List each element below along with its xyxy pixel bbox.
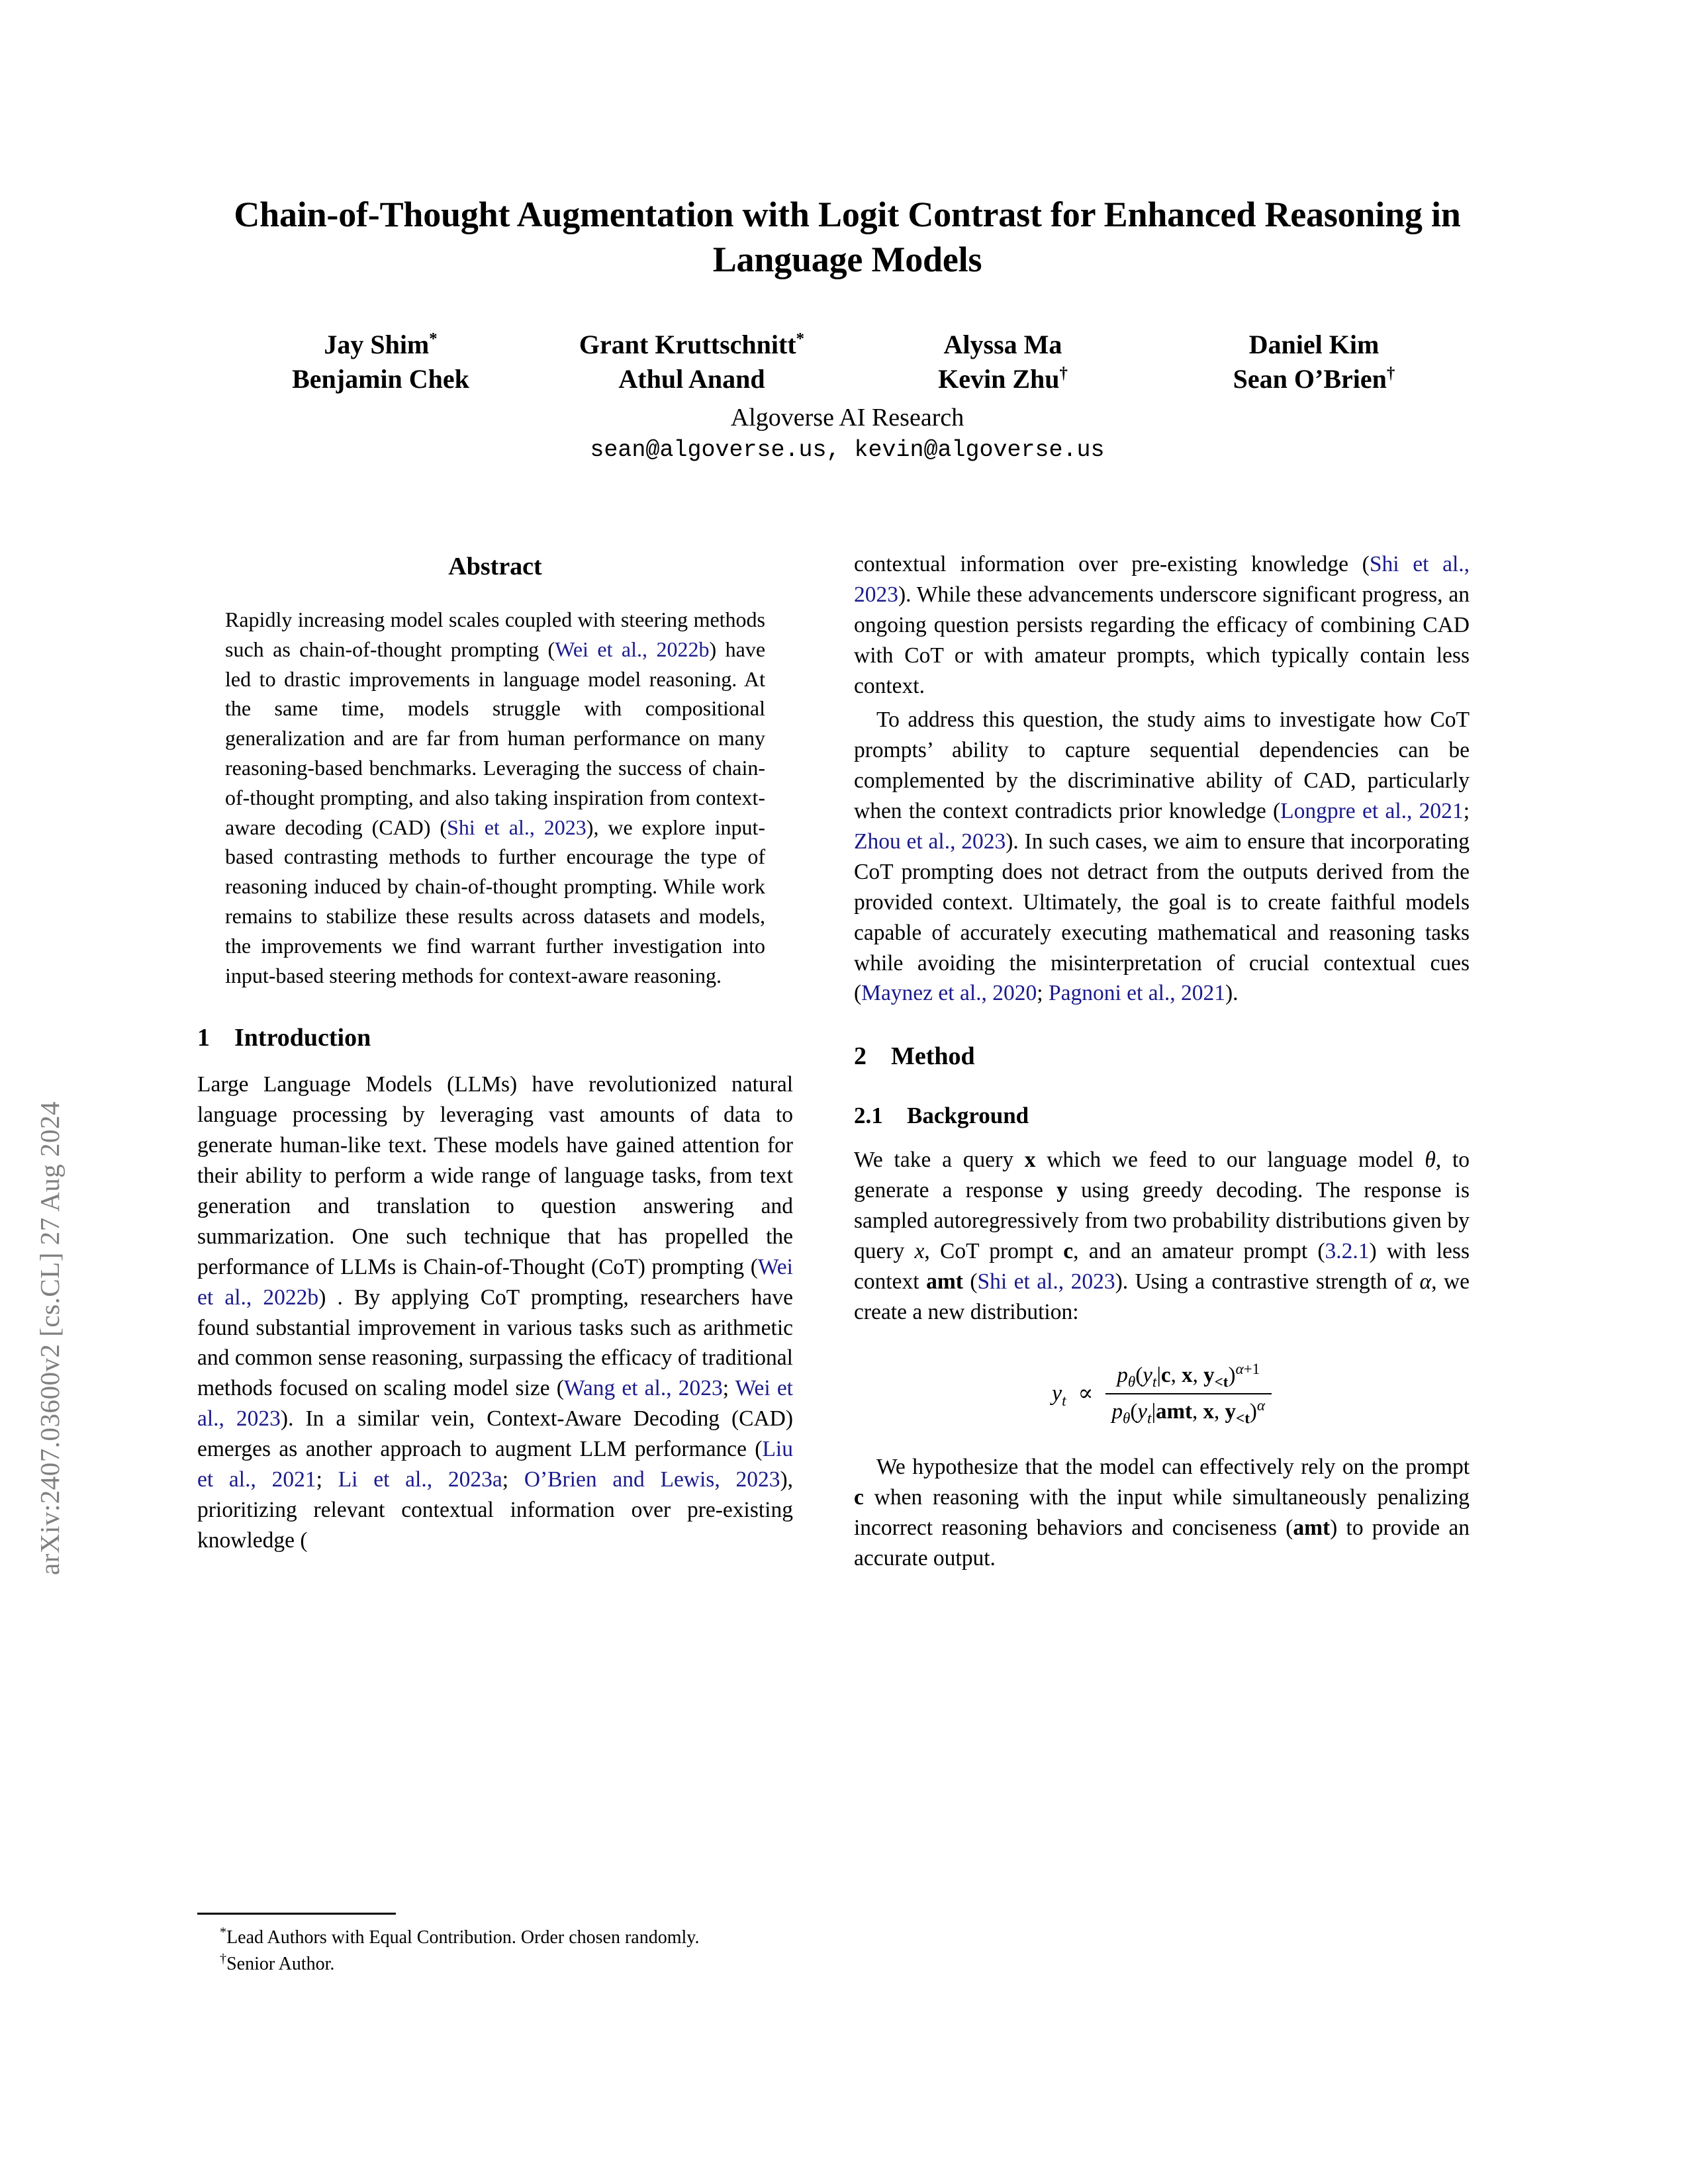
bg-text-5: , CoT prompt (924, 1239, 1064, 1264)
intro-text-2: ) . By applying CoT prompting, researchers have found substantial improvement in various tasks such as arithmetic and common sense reasoning, surpassing the efficacy of traditional methods focused on scaling model size ( (197, 1285, 793, 1401)
author-marker: † (1059, 364, 1068, 383)
author-benjamin-chek (225, 362, 536, 396)
author-name: Sean O’Brien (1233, 364, 1387, 394)
section-heading-introduction (197, 1021, 793, 1055)
section-number: 1 (197, 1024, 210, 1052)
bg-text-8: ( (962, 1269, 978, 1294)
eq-y: y (1051, 1381, 1062, 1406)
citation-liu-2021[interactable]: Liu et al., 2021 (197, 1437, 793, 1492)
author-name: Daniel Kim (1248, 330, 1380, 359)
equation-lhs (1052, 1379, 1066, 1410)
footnote-2-text: Senior Author. (226, 1954, 335, 1975)
author-daniel-kim (1158, 328, 1470, 362)
math-var-x-italic: x (914, 1239, 925, 1264)
abstract-body (197, 605, 793, 990)
citation-wang-2023[interactable]: Wang et al., 2023 (563, 1376, 723, 1401)
citation-maynez-2020[interactable]: Maynez et al., 2020 (861, 981, 1037, 1006)
citation-longpre-2021[interactable]: Longpre et al., 2021 (1280, 799, 1464, 824)
math-var-x: x (1024, 1148, 1036, 1173)
sep: ; (1037, 981, 1049, 1006)
author-grant-kruttschnitt (536, 328, 847, 362)
footnote-1 (197, 1925, 793, 1950)
author-athul-anand (536, 362, 847, 396)
math-var-alpha: α (1419, 1269, 1432, 1294)
citation-wei-2023[interactable]: Wei et al., 2023 (197, 1376, 793, 1432)
abstract-heading: Abstract (448, 553, 542, 580)
math-var-theta: θ (1425, 1148, 1436, 1173)
intro-text-1: Large Language Models (LLMs) have revolutionized natural language processing by leveraging vast amounts of data to generate human-like text. These models have gained attention for their ability to perform a wide range of language tasks, from text generation and translation to question answering and summarization. One such technique that has propelled the performance of LLMs is Chain-of-Thought (CoT) prompting ( (197, 1072, 793, 1279)
intro-p2-text-3: ). (1225, 981, 1239, 1006)
bg-text-1: We take a query (854, 1148, 1025, 1173)
sep: ; (722, 1376, 735, 1401)
author-name: Benjamin Chek (292, 364, 469, 394)
citation-obrien-lewis-2023[interactable]: O’Brien and Lewis, 2023 (524, 1467, 780, 1492)
hyp-text-3: ) to provide an accurate output. (854, 1515, 1470, 1570)
section-title: Method (891, 1042, 975, 1071)
bg-text-4: using greedy decoding. The response is sampled autoregressively from two probability distributions given by query (854, 1178, 1470, 1264)
contact-emails: sean@algoverse.us, kevin@algoverse.us (590, 437, 1105, 463)
title-block (225, 192, 1470, 282)
citation-shi-2023[interactable]: Shi et al., 2023 (854, 552, 1470, 607)
math-var-amt: amt (1293, 1515, 1331, 1540)
bg-text-10: , we create a new distribution: (854, 1269, 1470, 1324)
math-var-y: y (1056, 1178, 1068, 1203)
abstract-text-1: Rapidly increasing model scales coupled with steering methods such as chain-of-thought prompting ( (225, 608, 765, 661)
footnote-divider (197, 1913, 396, 1915)
author-sean-obrien (1158, 362, 1470, 396)
author-alyssa-ma (847, 328, 1158, 362)
paper-title: Chain-of-Thought Augmentation with Logit Contrast for Enhanced Reasoning in Language Models (234, 195, 1461, 280)
background-paragraph (854, 1145, 1470, 1327)
author-name: Alyssa Ma (943, 330, 1062, 359)
section-heading-method (854, 1039, 1470, 1073)
footnote-marker-dagger: † (220, 1951, 227, 1966)
abstract-text-3: ), we explore input-based contrasting methods to further encourage the type of reasoning induced by chain-of-thought prompting. While work remains to stabilize these results across datasets and models, the improvements we find warrant further investigation into input-based steering methods for context-aware reasoning. (225, 815, 766, 987)
author-jay-shim (225, 328, 536, 362)
author-name: Kevin Zhu (938, 364, 1060, 394)
equation-denominator: $p_\theta(y_t|amt$, x, $y_{<t})^\alpha$ (1111, 1396, 1266, 1427)
section-title: Introduction (234, 1024, 371, 1052)
bg-text-2: which we feed to our language model (1035, 1148, 1425, 1173)
math-var-c: c (1063, 1239, 1074, 1264)
bg-text-7: ) with less context (854, 1239, 1470, 1294)
author-name: Athul Anand (618, 364, 765, 394)
intro-paragraph-2 (854, 705, 1470, 1009)
author-marker: * (429, 330, 438, 348)
citation-pagnoni-2021[interactable]: Pagnoni et al., 2021 (1048, 981, 1226, 1006)
intro-paragraph-1-continued (854, 549, 1470, 701)
footnote-list (197, 1925, 793, 1977)
author-row-2 (225, 362, 1470, 396)
left-column (197, 549, 793, 1556)
equation-proportional-symbol: ∝ (1078, 1381, 1094, 1406)
intro-p2-text-1: To address this question, the study aims to investigate how CoT prompts’ ability to capture sequential dependencies can be complemented by the discriminative ability of CAD, particularly when the context contradicts prior knowledge ( (854, 707, 1470, 824)
bg-text-9: ). Using a contrastive strength of (1115, 1269, 1420, 1294)
cross-ref-section-3-2-1[interactable]: 3.2.1 (1325, 1239, 1370, 1264)
footnote-area (197, 1913, 793, 1978)
intro-text-6: ). While these advancements underscore significant progress, an ongoing question persists regarding the efficacy of combining CAD with CoT or with amateur prompts, which typically contain less context. (854, 582, 1470, 698)
right-column (854, 549, 1470, 1574)
bg-text-6: , and an amateur prompt ( (1073, 1239, 1325, 1264)
subsection-heading-background (854, 1100, 1470, 1132)
author-name: Jay Shim (324, 330, 430, 359)
equation-fraction (1105, 1358, 1272, 1430)
hypothesis-paragraph (854, 1452, 1470, 1574)
author-marker: * (796, 330, 805, 348)
footnote-1-text: Lead Authors with Equal Contribution. Order chosen randomly. (226, 1927, 700, 1948)
intro-p2-text-2: ). In such cases, we aim to ensure that incorporating CoT prompting does not detract from the outputs derived from the provided context. Ultimately, the goal is to create faithful models capable of accurately executing mathematical and reasoning tasks while avoiding the misinterpretation of crucial contextual cues ( (854, 829, 1470, 1006)
footnote-marker-asterisk: * (220, 1925, 227, 1940)
sep: ; (502, 1467, 524, 1492)
arxiv-stamp (0, 0, 99, 2184)
hyp-text-2: when reasoning with the input while simultaneously penalizing incorrect reasoning behaviors and conciseness ( (854, 1484, 1470, 1540)
author-kevin-zhu (847, 362, 1158, 396)
citation-shi-2023[interactable]: Shi et al., 2023 (447, 815, 586, 839)
author-row-1 (225, 328, 1470, 362)
subsection-title: Background (907, 1103, 1029, 1129)
intro-paragraph-1 (197, 1069, 793, 1555)
sep: ; (316, 1467, 338, 1492)
intro-text-4: ), prioritizing relevant contextual information over pre-existing knowledge ( (197, 1467, 794, 1553)
footnote-2 (197, 1952, 793, 1977)
author-name: Grant Kruttschnitt (579, 330, 796, 359)
equation-contrastive-distribution (854, 1358, 1470, 1430)
abstract-text-2: ) have led to drastic improvements in language model reasoning. At the same time, models struggle with compositional generalization and are far from human performance on many reasoning-based benchmarks. Leveraging the success of chain-of-thought prompting, and also taking inspiration from context-aware decoding (CAD) ( (225, 637, 766, 839)
intro-text-3: ). In a similar vein, Context-Aware Decoding (CAD) emerges as another approach to augment LLM performance ( (197, 1406, 793, 1462)
citation-shi-2023[interactable]: Shi et al., 2023 (977, 1269, 1115, 1294)
subsection-number: 2.1 (854, 1103, 883, 1129)
affiliation: Algoverse AI Research (730, 404, 964, 432)
math-var-amt: amt (926, 1269, 963, 1294)
sep: ; (1463, 799, 1470, 824)
author-marker: † (1386, 364, 1395, 383)
arxiv-stamp-text: arXiv:2407.03600v2 [cs.CL] 27 Aug 2024 (34, 1101, 65, 1575)
citation-wei-2022b[interactable]: Wei et al., 2022b (555, 637, 710, 661)
bg-text-3: , to generate a response (854, 1148, 1470, 1203)
citation-wei-2022b[interactable]: Wei et al., 2022b (197, 1254, 793, 1310)
citation-li-2023a[interactable]: Li et al., 2023a (338, 1467, 502, 1492)
eq-y-subscript: t (1062, 1392, 1066, 1410)
intro-text-5: contextual information over pre-existing knowledge ( (854, 552, 1370, 576)
hyp-text-1: We hypothesize that the model can effectively rely on the prompt (876, 1455, 1470, 1480)
equation-numerator: $p_\theta(y_t|c$, x, $y_{<t})^{\alpha+1}$ (1117, 1359, 1260, 1390)
citation-zhou-2023[interactable]: Zhou et al., 2023 (854, 829, 1006, 854)
author-block (225, 328, 1470, 396)
section-number: 2 (854, 1042, 867, 1071)
math-var-c: c (854, 1484, 864, 1510)
